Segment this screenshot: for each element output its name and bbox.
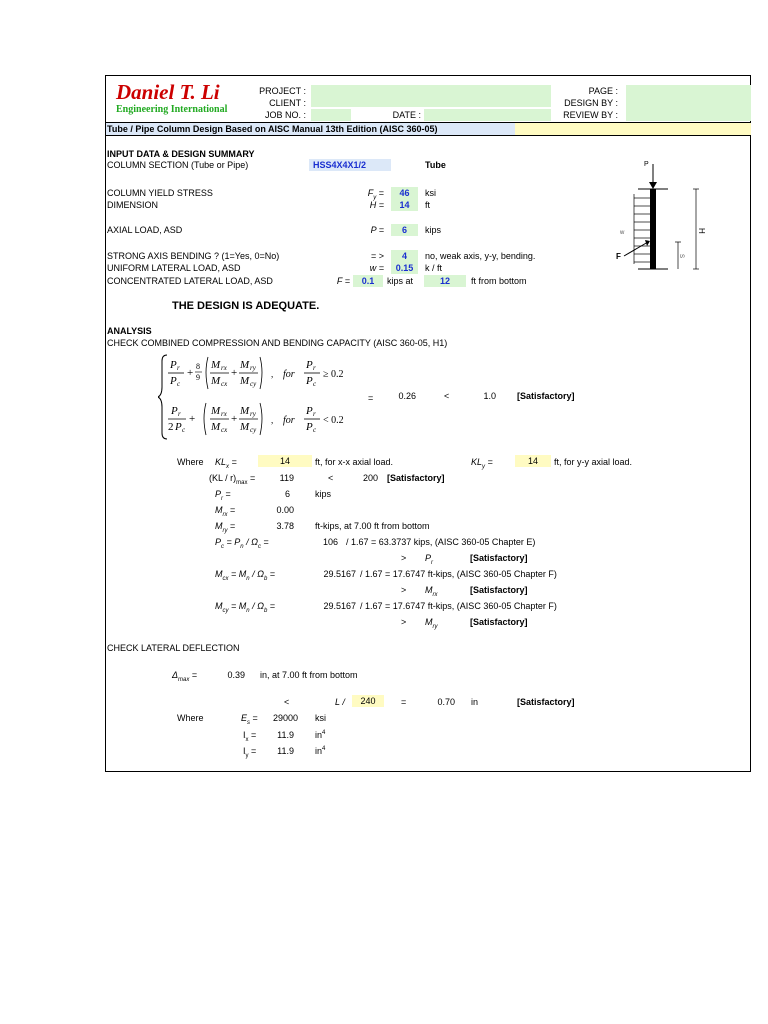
- klr-limit: 200: [362, 473, 378, 483]
- svg-text:+: +: [189, 413, 196, 425]
- dmax-label: $\Delta_{max}$ =: [172, 670, 198, 683]
- column-diagram: [596, 156, 706, 276]
- svg-text:+: +: [231, 413, 238, 425]
- mcx-mrx-symbol: $M_{rx}$: [425, 585, 438, 598]
- svg-text:P: P: [171, 405, 178, 417]
- date-label: DATE :: [392, 110, 421, 120]
- logo-subtitle: Engineering International: [116, 104, 228, 115]
- column-section-label: COLUMN SECTION (Tube or Pipe): [107, 160, 249, 170]
- pr-label: $P_r$ =: [215, 489, 231, 502]
- deflection-eq: =: [401, 697, 407, 707]
- svg-text:r: r: [178, 410, 181, 418]
- project-field[interactable]: [311, 85, 551, 107]
- fy-unit: ksi: [425, 188, 436, 198]
- reviewby-label: REVIEW BY :: [563, 110, 618, 120]
- svg-text:r: r: [313, 364, 316, 372]
- svg-text:M: M: [211, 359, 221, 371]
- uniform-label: UNIFORM LATERAL LOAD, ASD: [107, 263, 241, 273]
- svg-text:r: r: [177, 364, 180, 372]
- svg-text:P: P: [170, 375, 177, 387]
- dmax-note: in, at 7.00 ft from bottom: [260, 670, 358, 680]
- svg-text:rx: rx: [221, 364, 227, 372]
- axial-label: AXIAL LOAD, ASD: [107, 225, 183, 235]
- dimension-label: DIMENSION: [107, 200, 159, 210]
- combined-eq-sign: =: [368, 393, 374, 403]
- p-input[interactable]: 6: [391, 224, 418, 236]
- f-kips-at: kips at: [387, 276, 414, 286]
- allow-unit: in: [471, 697, 479, 707]
- w-symbol: w =: [369, 263, 384, 273]
- kly-label: $KL_y$ =: [471, 457, 493, 470]
- svg-text:8: 8: [196, 362, 200, 371]
- pc-gt: >: [401, 553, 407, 563]
- svg-text:c: c: [313, 380, 317, 388]
- deflection-lt: <: [284, 697, 290, 707]
- svg-text:P: P: [306, 359, 313, 371]
- svg-text:P: P: [306, 375, 313, 387]
- es-unit: ksi: [315, 713, 326, 723]
- svg-text:M: M: [240, 421, 250, 433]
- svg-text:P: P: [170, 359, 177, 371]
- svg-text:≥ 0.2: ≥ 0.2: [323, 369, 344, 380]
- h-unit: ft: [425, 200, 431, 210]
- svg-text:for: for: [283, 369, 295, 380]
- bending-input[interactable]: 4: [391, 250, 418, 262]
- combined-heading: CHECK COMBINED COMPRESSION AND BENDING CAPACITY (AISC 360-05, H1): [107, 338, 448, 348]
- es-value: 29000: [272, 713, 298, 723]
- mry-value: 3.78: [276, 521, 294, 531]
- svg-text:rx: rx: [221, 410, 227, 418]
- mcx-gt: >: [401, 585, 407, 595]
- pr-unit: kips: [315, 489, 332, 499]
- svg-text:ry: ry: [250, 410, 256, 418]
- svg-text:P: P: [175, 421, 182, 433]
- w-unit: k / ft: [425, 263, 443, 273]
- mcx-status: [Satisfactory]: [470, 585, 528, 595]
- svg-text:P: P: [306, 405, 313, 417]
- column-type: Tube: [425, 160, 446, 170]
- iy-unit: $in^4$: [315, 746, 326, 756]
- allow-value: 0.70: [437, 697, 455, 707]
- svg-text:+: +: [187, 367, 194, 379]
- klx-note: ft, for x-x axial load.: [315, 457, 394, 467]
- es-label: $E_s$ =: [241, 713, 258, 726]
- combined-ratio: 0.26: [398, 391, 416, 401]
- conc-label: CONCENTRATED LATERAL LOAD, ASD: [107, 276, 273, 286]
- ix-value: 11.9: [277, 730, 294, 740]
- design-result: THE DESIGN IS ADEQUATE.: [172, 300, 320, 312]
- kly-input[interactable]: 14: [515, 455, 551, 467]
- pc-value: 106: [322, 537, 338, 547]
- combined-lt: <: [444, 391, 450, 401]
- svg-text:M: M: [240, 375, 250, 387]
- mry-note: ft-kips, at 7.00 ft from bottom: [315, 521, 430, 531]
- combined-limit: 1.0: [483, 391, 496, 401]
- klx-label: $KL_x$ =: [215, 457, 237, 470]
- svg-text:P: P: [306, 421, 313, 433]
- page-designby-review-fields[interactable]: [626, 85, 751, 121]
- calc-sheet: [105, 75, 751, 772]
- bending-arrow: = >: [370, 251, 384, 261]
- designby-label: DESIGN BY :: [564, 98, 618, 108]
- column-section-input[interactable]: HSS4X4X1/2: [309, 159, 391, 171]
- svg-text:cy: cy: [250, 380, 257, 388]
- mcy-mry-symbol: $M_{ry}$: [425, 617, 438, 630]
- mrx-label: $M_{rx}$ =: [215, 505, 236, 518]
- l-ratio-input[interactable]: 240: [352, 695, 384, 707]
- kly-note: ft, for y-y axial load.: [554, 457, 633, 467]
- date-field[interactable]: [424, 109, 551, 121]
- pc-label: $P_c = P_n / \Omega_c$ =: [215, 537, 269, 550]
- svg-text:,: ,: [271, 415, 274, 425]
- page-label: PAGE :: [588, 86, 618, 96]
- fy-symbol: $F_y$ =: [367, 188, 384, 201]
- jobno-label: JOB NO. :: [264, 110, 306, 120]
- p-symbol: P =: [370, 225, 384, 235]
- klr-value: 119: [279, 473, 294, 483]
- bending-note: no, weak axis, y-y, bending.: [425, 251, 536, 261]
- svg-text:r: r: [313, 410, 316, 418]
- s-dim-label: S: [678, 254, 684, 259]
- f-location-unit: ft from bottom: [471, 276, 527, 286]
- pc-calc: / 1.67 = 63.3737 kips, (AISC 360-05 Chapter E): [346, 537, 536, 547]
- project-label: PROJECT :: [259, 86, 306, 96]
- svg-text:9: 9: [196, 373, 200, 382]
- deflection-heading: CHECK LATERAL DEFLECTION: [107, 643, 240, 653]
- mcy-gt: >: [401, 617, 407, 627]
- h-symbol: H =: [369, 200, 384, 210]
- l-over: L /: [335, 697, 345, 707]
- title-yellow-cell: [515, 123, 751, 135]
- iy-value: 11.9: [277, 746, 294, 756]
- f-symbol: F =: [336, 276, 350, 286]
- klx-input[interactable]: 14: [258, 455, 312, 467]
- svg-text:M: M: [211, 405, 221, 417]
- h-dim-label: H: [697, 228, 706, 234]
- dmax-value: 0.39: [227, 670, 245, 680]
- svg-text:for: for: [283, 415, 295, 426]
- iy-label: $I_y$ =: [243, 746, 257, 759]
- analysis-heading: ANALYSIS: [107, 326, 152, 336]
- logo-name: Daniel T. Li: [116, 80, 220, 104]
- w-input[interactable]: 0.15: [391, 262, 418, 274]
- pr-value: 6: [284, 489, 290, 499]
- ix-unit: $in^4$: [315, 730, 326, 740]
- ix-label: $I_x$ =: [243, 730, 257, 743]
- svg-text:ry: ry: [250, 364, 256, 372]
- input-heading: INPUT DATA & DESIGN SUMMARY: [107, 149, 255, 159]
- w-load-label: w: [620, 230, 625, 236]
- p-unit: kips: [425, 225, 442, 235]
- p-arrow-label: P: [644, 161, 649, 168]
- deflection-where: Where: [177, 713, 204, 723]
- svg-text:cx: cx: [221, 426, 228, 434]
- svg-text:M: M: [211, 375, 221, 387]
- svg-text:cy: cy: [250, 426, 257, 434]
- client-label: CLIENT :: [269, 98, 306, 108]
- svg-text:M: M: [240, 359, 250, 371]
- svg-text:M: M: [211, 421, 221, 433]
- mcx-label: $M_{cx} = M_n / \Omega_b$ =: [215, 569, 276, 582]
- svg-text:cx: cx: [221, 380, 228, 388]
- mcy-status: [Satisfactory]: [470, 617, 528, 627]
- mrx-value: 0.00: [276, 505, 294, 515]
- mcx-calc: / 1.67 = 17.6747 ft-kips, (AISC 360-05 Chapter F): [360, 569, 557, 579]
- svg-text:c: c: [313, 426, 317, 434]
- klr-status: [Satisfactory]: [387, 473, 445, 483]
- f-load-label: F: [616, 252, 621, 261]
- svg-text:c: c: [177, 380, 181, 388]
- jobno-field[interactable]: [311, 109, 351, 121]
- svg-text:c: c: [182, 426, 186, 434]
- mry-label: $M_{ry}$ =: [215, 521, 236, 534]
- f-input[interactable]: 0.1: [353, 275, 383, 287]
- combined-status: [Satisfactory]: [517, 391, 575, 401]
- f-location-input[interactable]: 12: [424, 275, 466, 287]
- pc-status: [Satisfactory]: [470, 553, 528, 563]
- svg-text:< 0.2: < 0.2: [323, 415, 344, 426]
- yield-label: COLUMN YIELD STRESS: [107, 188, 213, 198]
- svg-text:,: ,: [271, 369, 274, 379]
- interaction-equation: [158, 351, 358, 443]
- fy-input[interactable]: 46: [391, 187, 418, 199]
- svg-text:M: M: [240, 405, 250, 417]
- mcx-value: 29.5167: [323, 569, 356, 579]
- svg-text:2: 2: [168, 421, 174, 433]
- svg-text:+: +: [231, 367, 238, 379]
- sheet-title: Tube / Pipe Column Design Based on AISC Manual 13th Edition (AISC 360-05): [106, 123, 515, 135]
- mcy-calc: / 1.67 = 17.6747 ft-kips, (AISC 360-05 Chapter F): [360, 601, 557, 611]
- where-label: Where: [177, 457, 204, 467]
- h-input[interactable]: 14: [391, 199, 418, 211]
- pc-pr-symbol: $P_r$: [425, 553, 434, 566]
- klr-lt: <: [328, 473, 334, 483]
- bending-label: STRONG AXIS BENDING ? (1=Yes, 0=No): [107, 251, 280, 261]
- deflection-status: [Satisfactory]: [517, 697, 575, 707]
- mcy-label: $M_{cy} = M_n / \Omega_b$ =: [215, 601, 276, 614]
- mcy-value: 29.5167: [323, 601, 356, 611]
- klr-label: $(KL / r)_{max}$ =: [209, 473, 256, 486]
